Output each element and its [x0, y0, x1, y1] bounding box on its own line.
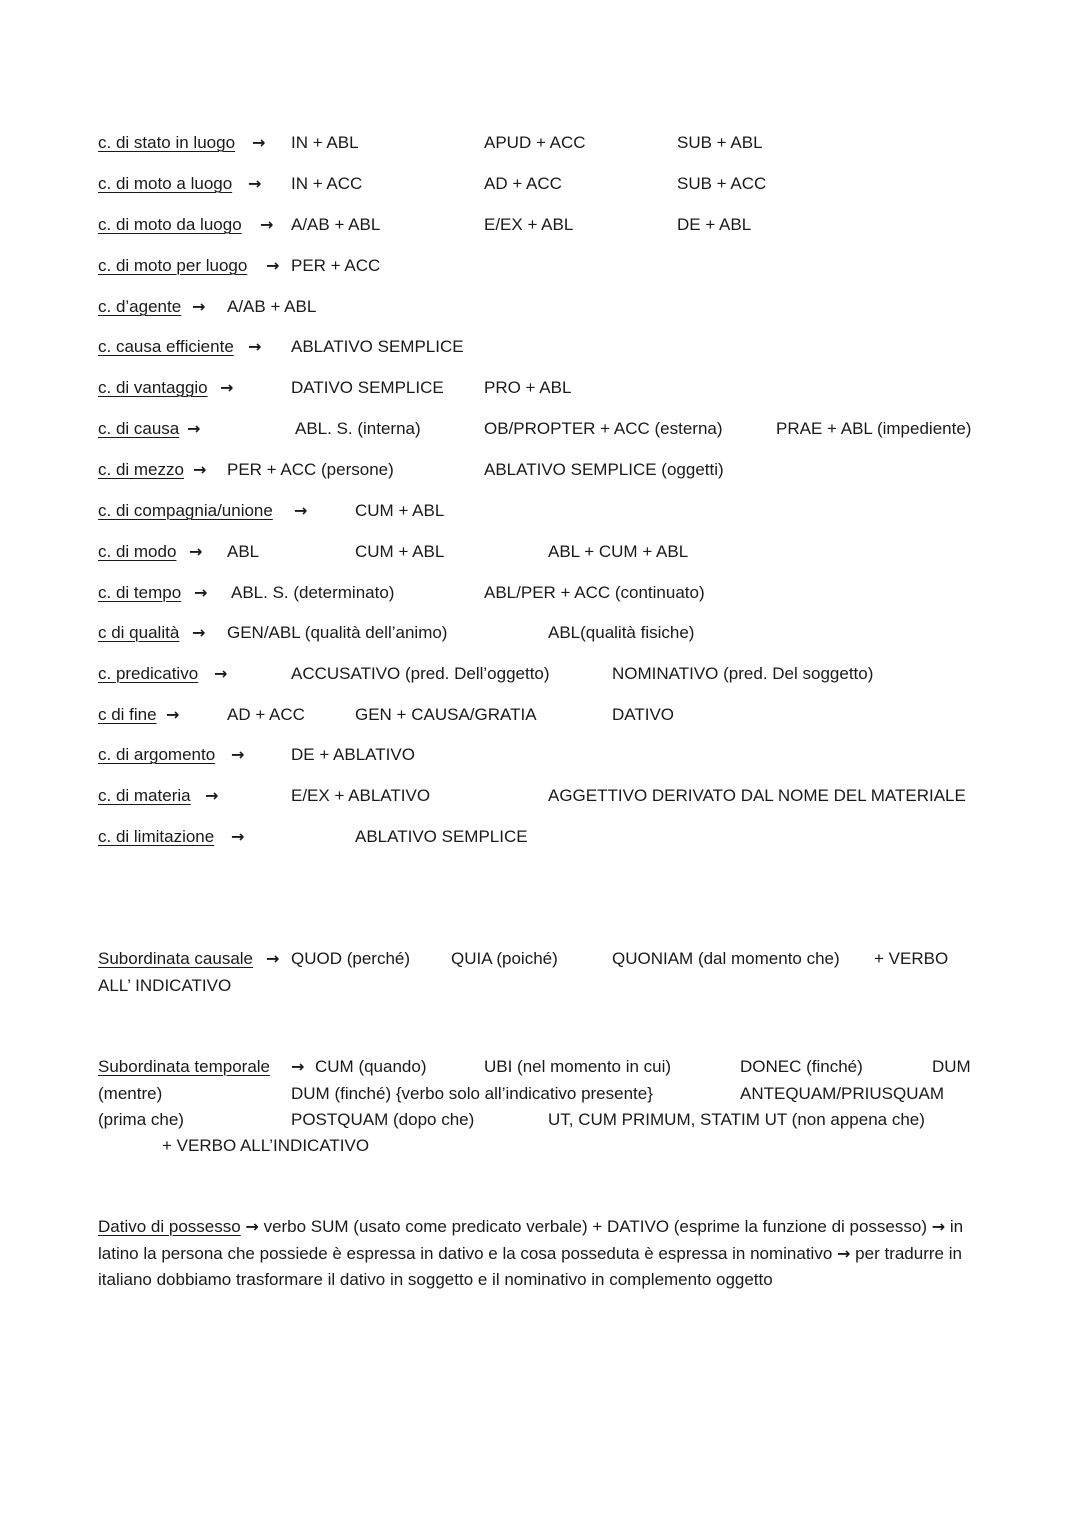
complement-label: c. di causa	[98, 419, 180, 438]
dativo-text: verbo SUM (usato come predicato verbale) + DATIVO (esprime la funzione di possesso)	[263, 1217, 928, 1236]
arrow-icon: →	[291, 1057, 305, 1076]
temporale-item: + VERBO ALL’INDICATIVO	[162, 1136, 370, 1155]
dativo-paragraph	[98, 1214, 998, 1294]
complement-label: c. di moto a luogo	[98, 174, 233, 193]
causale-item: + VERBO	[874, 949, 949, 968]
complement-value: ABL/PER + ACC (continuato)	[484, 583, 705, 602]
complement-label: c di fine	[98, 705, 157, 724]
causale-item: QUONIAM (dal momento che)	[612, 949, 840, 968]
causale-item: QUIA (poiché)	[451, 949, 558, 968]
complement-value: PRAE + ABL (impediente)	[776, 419, 972, 438]
arrow-icon: →	[220, 378, 234, 397]
complement-label: c. di tempo	[98, 583, 182, 602]
complement-label: c. di moto per luogo	[98, 256, 248, 275]
complement-label: c. di mezzo	[98, 460, 184, 479]
complement-label: c. di limitazione	[98, 827, 215, 846]
complement-value: DE + ABL	[677, 215, 752, 234]
arrow-icon: →	[231, 745, 245, 764]
temporale-item: CUM (quando)	[315, 1057, 427, 1076]
arrow-icon: →	[193, 460, 207, 479]
complement-value: ABL(qualità fisiche)	[548, 623, 695, 642]
dativo-label: Dativo di possesso	[98, 1217, 241, 1236]
complement-value: DE + ABLATIVO	[291, 745, 415, 764]
complement-label: c. causa efficiente	[98, 337, 234, 356]
complement-value: A/AB + ABL	[291, 215, 381, 234]
temporale-label: Subordinata temporale	[98, 1057, 271, 1076]
temporale-item: (mentre)	[98, 1084, 163, 1103]
temporale-item: ANTEQUAM/PRIUSQUAM	[740, 1084, 945, 1103]
causale-item: QUOD (perché)	[291, 949, 411, 968]
arrow-icon: →	[245, 1217, 259, 1236]
complement-value: A/AB + ABL	[227, 297, 317, 316]
complement-value: ABLATIVO SEMPLICE	[355, 827, 528, 846]
complement-value: GEN + CAUSA/GRATIA	[355, 705, 537, 724]
complement-value: GEN/ABL (qualità dell’animo)	[227, 623, 448, 642]
arrow-icon: →	[194, 583, 208, 602]
dativo-text: per tradurre in italiano dobbiamo trasformare il dativo in soggetto e il nominativo in complemento oggetto	[98, 1243, 962, 1289]
complement-value: E/EX + ABL	[484, 215, 574, 234]
complement-label: c. di stato in luogo	[98, 133, 236, 152]
arrow-icon: →	[214, 664, 228, 683]
complement-label: c. di modo	[98, 542, 177, 561]
complement-value: PRO + ABL	[484, 378, 572, 397]
complement-value: SUB + ACC	[677, 174, 767, 193]
temporale-item: POSTQUAM (dopo che)	[291, 1110, 475, 1129]
complement-value: ABL. S. (determinato)	[231, 583, 395, 602]
complement-value: CUM + ABL	[355, 501, 445, 520]
arrow-icon: →	[248, 337, 262, 356]
complement-label: c. predicativo	[98, 664, 199, 683]
complement-value: OB/PROPTER + ACC (esterna)	[484, 419, 723, 438]
complement-value: ABLATIVO SEMPLICE (oggetti)	[484, 460, 724, 479]
complement-label: c. di moto da luogo	[98, 215, 242, 234]
complement-value: CUM + ABL	[355, 542, 445, 561]
arrow-icon: →	[192, 623, 206, 642]
complement-label: c di qualità	[98, 623, 180, 642]
complement-value: IN + ABL	[291, 133, 359, 152]
complement-value: ABL + CUM + ABL	[548, 542, 689, 561]
temporale-item: UBI (nel momento in cui)	[484, 1057, 672, 1076]
arrow-icon: →	[266, 949, 280, 968]
complement-label: c. di materia	[98, 786, 191, 805]
arrow-icon: →	[205, 786, 219, 805]
dativo-text: in latino la persona che possiede è espressa in dativo e la cosa posseduta è espressa in nominativo	[98, 1217, 964, 1263]
complement-value: ABLATIVO SEMPLICE	[291, 337, 464, 356]
complement-value: SUB + ABL	[677, 133, 763, 152]
arrow-icon: →	[294, 501, 308, 520]
complement-label: c. di compagnia/unione	[98, 501, 273, 520]
temporale-item: (prima che)	[98, 1110, 184, 1129]
arrow-icon: →	[166, 705, 180, 724]
complement-label: c. d’agente	[98, 297, 182, 316]
complement-value: PER + ACC	[291, 256, 381, 275]
complement-value: DATIVO SEMPLICE	[291, 378, 444, 397]
arrow-icon: →	[260, 215, 274, 234]
arrow-icon: →	[187, 419, 201, 438]
arrow-icon: →	[252, 133, 266, 152]
temporale-item: DONEC (finché)	[740, 1057, 863, 1076]
causale-label: Subordinata causale	[98, 949, 254, 968]
arrow-icon: →	[248, 174, 262, 193]
arrow-icon: →	[192, 297, 206, 316]
complement-value: PER + ACC (persone)	[227, 460, 394, 479]
causale-line2: ALL’ INDICATIVO	[98, 976, 232, 995]
complement-label: c. di argomento	[98, 745, 216, 764]
complement-value: DATIVO	[612, 705, 675, 724]
complement-value: ACCUSATIVO (pred. Dell’oggetto)	[291, 664, 550, 683]
complement-value: ABL	[227, 542, 260, 561]
complement-value: ABL. S. (interna)	[295, 419, 421, 438]
complement-value: AD + ACC	[484, 174, 562, 193]
temporale-item: UT, CUM PRIMUM, STATIM UT (non appena che)	[548, 1110, 925, 1129]
complement-value: NOMINATIVO (pred. Del soggetto)	[612, 664, 874, 683]
temporale-item: DUM (finché) {verbo solo all’indicativo presente}	[291, 1084, 653, 1103]
temporale-item: DUM	[932, 1057, 971, 1076]
arrow-icon: →	[189, 542, 203, 561]
complement-value: IN + ACC	[291, 174, 363, 193]
arrow-icon: →	[231, 827, 245, 846]
complement-value: APUD + ACC	[484, 133, 586, 152]
arrow-icon: →	[837, 1243, 851, 1263]
arrow-icon: →	[266, 256, 280, 275]
complement-value: AD + ACC	[227, 705, 305, 724]
complement-value: AGGETTIVO DERIVATO DAL NOME DEL MATERIALE	[548, 786, 966, 805]
arrow-icon: →	[931, 1217, 946, 1236]
complement-value: E/EX + ABLATIVO	[291, 786, 431, 805]
complement-label: c. di vantaggio	[98, 378, 208, 397]
